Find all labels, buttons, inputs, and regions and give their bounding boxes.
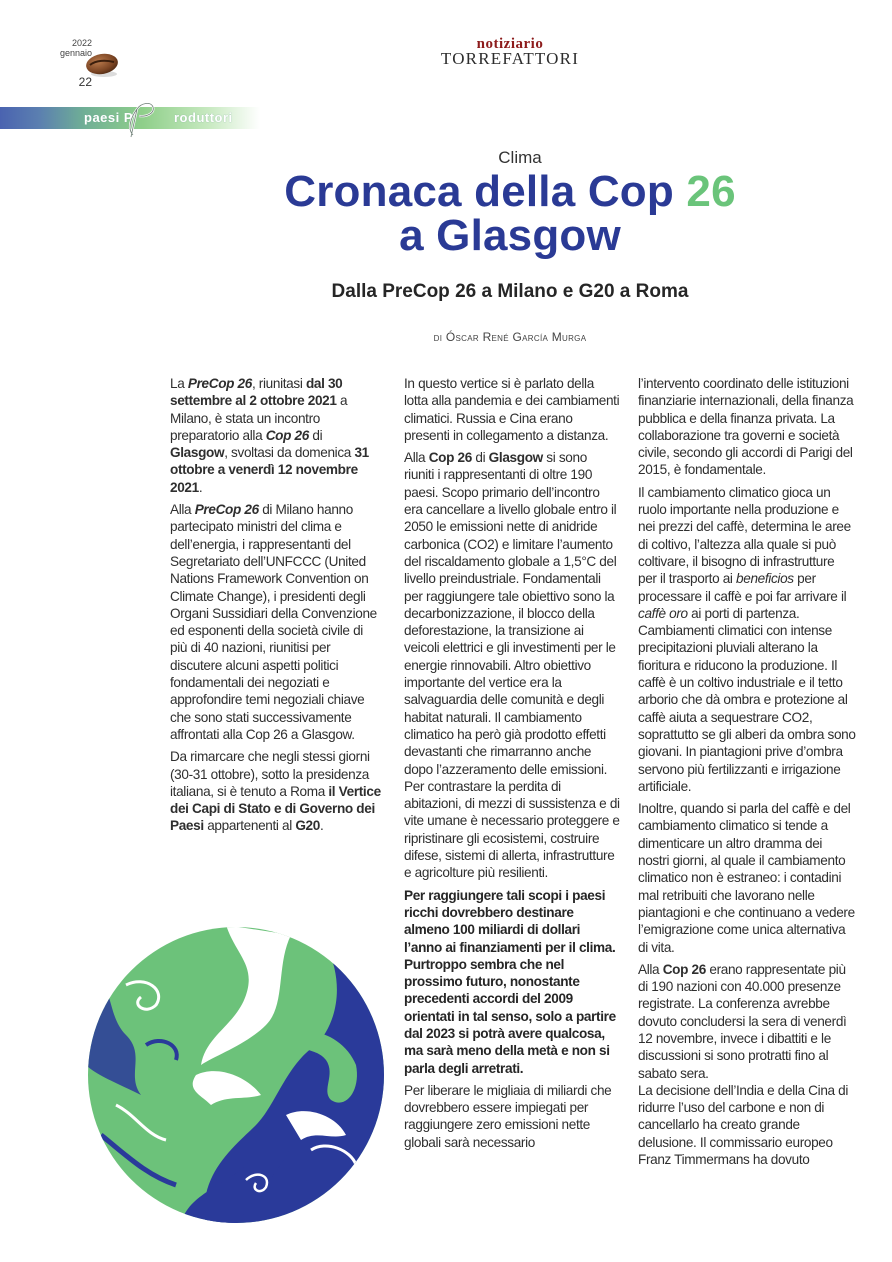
text: ai porti di partenza. Cambiamenti climatici con intense precipitazioni pluviali alterano la fioritura e riducono la produzione. Il caffè è un coltivo industriale e il tetto arborio che dà ombra e protezione al caffè aiuta a sequestrare CO2, soprattutto se gli alberi da ombra sono giovani. In piantagioni prive d’ombra servono più fertilizzanti e irrigazione artificiale. [638, 605, 856, 794]
text: Da rimarcare che negli stessi giorni (30-31 ottobre), sotto la presidenza italiana, si è tenuto a Roma [170, 749, 370, 799]
text: si sono riuniti i rappresentanti di oltre 190 paesi. Scopo primario dell’incontro era cancellare a livello globale entro il 2050 le emissioni nette di anidride carbonica (CO2) e limitare l’aumento del riscaldamento globale a 1,5°C del livello preindustriale. Fondamentali per raggiungere tale obiettivo sono la decarbonizzazione, il blocco della deforestazione, la transizione ai veicoli elettrici e gli investimenti per le energie rinnovabili. Altro obiettivo importante del vertice era la salvaguardia delle comunità e degli habitat naturali. Il cambiamento climatico ha però già prodotto effetti devastanti che rimarranno anche dopo l’azzeramento delle emissioni. Per contrastare la perdita di abitazioni, di mezzi di sussistenza e di vite umane è necessario proteggere e ripristinare gli ecosistemi, costruire difese, sistemi di allerta, infrastrutture e agricolture più resilienti. [404, 450, 620, 881]
text-italic: caffè oro [638, 605, 688, 621]
masthead-top: notiziario [476, 36, 544, 52]
text: di [471, 450, 489, 466]
page-number: 22 [78, 75, 92, 89]
text-bold-italic: PreCop 26 [194, 502, 259, 518]
paragraph: In questo vertice si è parlato della lotta alla pandemia e dei cambiamenti climatici. Russia e Cina erano presenti in collegamento a distanza. [404, 376, 620, 443]
title-line2: a Glasgow [399, 211, 621, 260]
paragraph: Per liberare le migliaia di miliardi che dovrebbero essere impiegati per raggiungere zero emissioni nette globali sarà necessario [404, 1082, 612, 1150]
text-bold: Cop 26 [662, 961, 706, 977]
text: Il cambiamento climatico gioca un ruolo importante nella produzione e nei prezzi del caffè, determina le aree di coltivo, l’altezza alla quale si può coltivare, il bisogno di infrastrutture per il trasporto ai [638, 484, 851, 587]
masthead-logo [380, 38, 640, 67]
text: Alla [170, 502, 195, 518]
text: erano rappresentate più di 190 nazioni con 40.000 presenze registrate. La conferenza avrebbe dovuto concludersi la sera di venerdì 12 novembre, invece i dibattiti e le discussioni si sono protratti fino al sabato sera. [638, 961, 847, 1081]
paragraph: l’intervento coordinato delle istituzioni finanziarie internazionali, della finanza pubblica e della finanza privata. La collaborazione tra governi e società civile, secondo gli accordi di Parigi del 2015, è fondamentale. [638, 376, 854, 478]
text: Alla [638, 961, 663, 977]
text-bold: G20 [295, 818, 320, 834]
text-column-2 [404, 375, 620, 1156]
text-bold: Glasgow [488, 450, 543, 466]
text: . [198, 479, 203, 495]
section-initial: P [123, 110, 134, 125]
title-accent: 26 [686, 167, 736, 216]
text-column-1 [170, 375, 382, 840]
paragraph [404, 449, 620, 881]
text-bold-italic: Cop 26 [265, 427, 309, 443]
earth-globe-illustration [86, 925, 386, 1225]
text: appartenenti al [203, 818, 296, 834]
section-word1: paesi [84, 110, 120, 125]
text: di Milano hanno partecipato ministri del clima e dell’energia, i rappresentanti del Segretariato dell’UNFCCC (United Nations Framework Convention on Climate Change), i presidenti degli Organi Sussidiari della Convenzione ed esponenti della società civile di più di 40 nazioni, riunitisi per discutere alcuni aspetti politici fondamentali dei negoziati e approfondire temi negoziali chiave che sono stati successivamente affrontati alla Cop 26 a Glasgow. [170, 502, 377, 742]
article-title [220, 167, 800, 260]
text: , svoltasi da domenica [224, 445, 355, 461]
text: a Milano, è stata un incontro preparatorio alla [170, 393, 348, 443]
text-bold: Glasgow [170, 445, 225, 461]
text: Alla [404, 450, 429, 466]
folio-year: 2022 [71, 38, 92, 48]
text-italic: beneficios [736, 571, 794, 587]
coffee-bean-icon [84, 52, 120, 78]
title-line1: Cronaca della Cop [284, 167, 674, 216]
text: , riunitasi [251, 376, 306, 391]
section-rest: roduttori [174, 110, 233, 125]
text-column-3 [638, 375, 856, 1173]
text-bold: Cop 26 [428, 450, 472, 466]
text: per processare il caffè e poi far arrivare il [638, 571, 847, 604]
script-p-icon [123, 99, 157, 139]
paragraph [170, 375, 382, 496]
paragraph: La decisione dell’India e della Cina di ridurre l’uso del carbone e non di cancellarlo ha creato grande delusione. Il commissario europeo Franz Timmermans ha dovuto [638, 1082, 849, 1168]
text-bold: dal 30 settembre al 2 ottobre 2021 [170, 376, 343, 409]
section-label [84, 110, 233, 125]
text: La [170, 376, 188, 391]
paragraph [638, 961, 856, 1082]
article-kicker: Clima [498, 148, 542, 167]
paragraph [638, 484, 856, 795]
section-band [0, 107, 260, 129]
article-subtitle: Dalla PreCop 26 a Milano e G20 a Roma [331, 281, 689, 302]
paragraph [170, 748, 382, 834]
masthead-bottom: TORREFATTORI [440, 49, 580, 68]
text-bold: 31 ottobre a venerdì 12 novembre 2021 [170, 445, 369, 495]
article-byline: di Óscar René García Murga [433, 330, 587, 344]
text-bold: il Vertice dei Capi di Stato e di Governo dei Paesi [170, 783, 381, 834]
highlight-paragraph: Per raggiungere tali scopi i paesi ricchi dovrebbero destinare almeno 100 miliardi di dollari l’anno ai finanziamenti per il clima. Purtroppo sembra che nel prossimo futuro, nonostante precedenti accordi del 2009 orientati in tal senso, solo a partire dal 2023 si potrà avere qualcosa, ma sarà meno della metà e non si parla degli arretrati. [404, 887, 616, 1076]
text: . [319, 818, 324, 834]
paragraph [170, 501, 382, 743]
text: di [308, 427, 323, 443]
folio-month: gennaio [59, 48, 92, 58]
text-bold-italic: PreCop 26 [187, 376, 252, 391]
paragraph: Inoltre, quando si parla del caffè e del cambiamento climatico si tende a dimenticare un altro dramma dei nostri giorni, al quale il cambiamento climatico non è estraneo: i contadini mal retribuiti che lavorano nelle piantagioni e che continuano a vedere l’emigrazione come unica alternativa di vita. [638, 801, 855, 955]
